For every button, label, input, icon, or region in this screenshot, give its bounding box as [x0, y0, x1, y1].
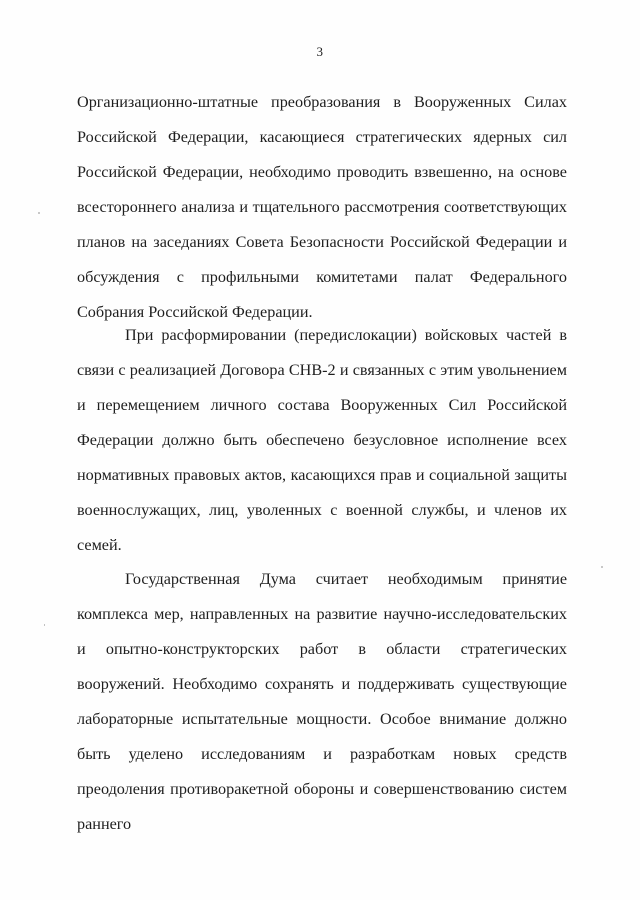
scan-speck — [38, 212, 40, 214]
paragraph-3-text: Государственная Дума считает необходимым принятие комплекса мер, направленных на развитие научно-исследовательских и опытно-конструкторских работ в области стратегических вооружений. Необходимо сохранять и поддерживать существующие лабораторные испытательные мощности. Особое внимание должно быть уделено исследованиям и разработкам новых средств преодоления противоракетной обороны и совершенствованию систем раннего — [77, 570, 567, 833]
scan-speck — [44, 624, 45, 626]
page-number: 3 — [316, 44, 324, 59]
scan-speck — [601, 566, 603, 568]
paragraph-3 — [77, 562, 567, 842]
paragraph-2-text: При расформировании (передислокации) войсковых частей в связи с реализацией Договора СНВ-2 и связанных с этим увольнением и перемещением личного состава Вооруженных Сил Российской Федерации должно быть обеспечено безусловное исполнение всех нормативных правовых актов, касающихся прав и социальной защиты военнослужащих, лиц, уволенных с военной службы, и членов их семей. — [77, 326, 567, 554]
paragraph-1-text: Организационно-штатные преобразования в Вооруженных Силах Российской Федерации, касающиеся стратегических ядерных сил Российской Федерации, необходимо проводить взвешенно, на основе всестороннего анализа и тщательного рассмотрения соответствующих планов на заседаниях Совета Безопасности Российской Федерации и обсуждения с профильными комитетами палат Федерального Собрания Российской Федерации. — [77, 93, 567, 321]
paragraph-1 — [77, 85, 567, 330]
paragraph-2 — [77, 318, 567, 563]
